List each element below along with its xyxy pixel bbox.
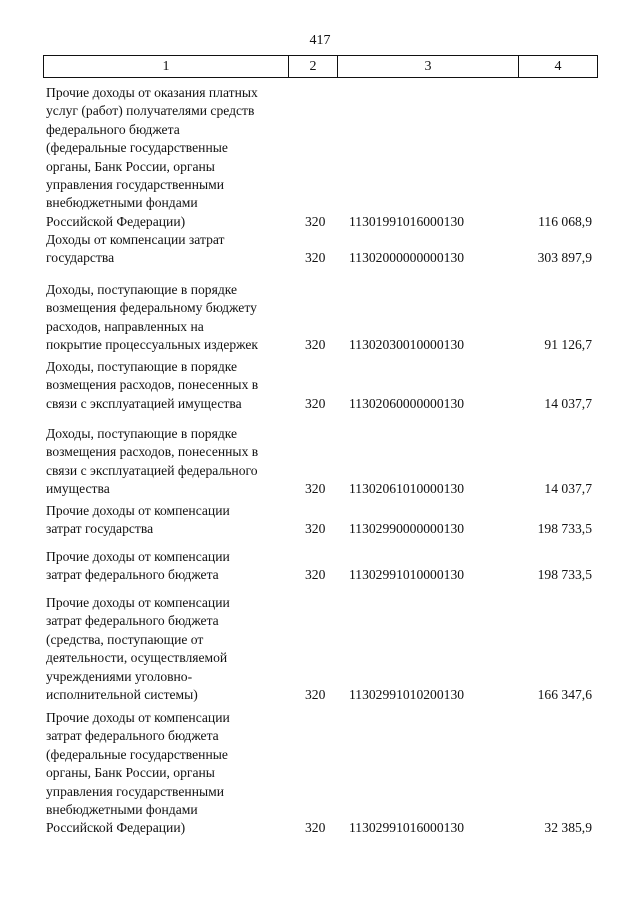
description-line: затрат федерального бюджета	[46, 567, 219, 583]
description-line: Прочие доходы от оказания платных	[46, 85, 258, 100]
description-line: (федеральные государственные	[46, 140, 228, 156]
row-description	[46, 425, 286, 499]
description-line: внебюджетными фондами	[46, 802, 198, 818]
description-line: органы, Банк России, органы	[46, 158, 215, 174]
description-line: Доходы, поступающие в порядке	[46, 359, 238, 374]
admin-code: 320	[305, 395, 326, 411]
amount-value: 166 347,6	[537, 687, 592, 702]
description-line: затрат федерального бюджета	[46, 728, 219, 744]
description-line: деятельности, осуществляемой	[46, 650, 228, 666]
row-description	[46, 358, 286, 413]
description-line: затрат государства	[46, 521, 154, 537]
amount-value: 303 897,9	[537, 250, 592, 266]
description-line: Прочие доходы от компенсации	[46, 549, 230, 564]
amount-value: 198 733,5	[537, 521, 592, 537]
description-line: возмещения федеральному бюджету	[46, 300, 257, 316]
description-line: Доходы, поступающие в порядке	[46, 426, 238, 441]
row-description	[46, 502, 286, 539]
budget-code: 11302061010000130	[349, 481, 465, 497]
budget-code: 11302991016000130	[349, 820, 465, 836]
amount-value: 14 037,7	[544, 395, 592, 411]
row-description	[46, 594, 286, 704]
admin-code: 320	[305, 337, 326, 353]
description-line: исполнительной системы)	[46, 687, 198, 703]
description-line: Российской Федерации)	[46, 820, 186, 836]
budget-code: 11302060000000130	[349, 395, 465, 411]
description-line: возмещения расходов, понесенных в	[46, 444, 259, 460]
budget-code: 11302000000000130	[349, 250, 465, 266]
description-line: (федеральные государственные	[46, 746, 228, 762]
header-col-2: 2	[289, 56, 338, 77]
amount-value: 198 733,5	[537, 567, 592, 583]
page-number: 417	[309, 33, 331, 48]
admin-code: 320	[305, 567, 326, 583]
description-line: федерального бюджета	[46, 121, 180, 137]
description-line: затрат федерального бюджета	[46, 613, 219, 629]
description-line: Доходы от компенсации затрат	[46, 232, 225, 247]
description-line: (средства, поступающие от	[46, 631, 204, 647]
description-line: возмещения расходов, понесенных в	[46, 377, 259, 393]
description-line: расходов, направленных на	[46, 318, 204, 334]
description-line: услуг (работ) получателями средств	[46, 103, 255, 119]
header-col-3: 3	[338, 56, 519, 77]
admin-code: 320	[305, 521, 326, 537]
description-line: имущества	[46, 481, 110, 497]
description-line: Прочие доходы от компенсации	[46, 503, 230, 518]
description-line: органы, Банк России, органы	[46, 765, 215, 781]
budget-code: 11302991010000130	[349, 567, 465, 583]
description-line: внебюджетными фондами	[46, 195, 198, 211]
description-line: Прочие доходы от компенсации	[46, 595, 230, 610]
budget-code: 11302991010200130	[349, 687, 465, 702]
admin-code: 320	[305, 250, 326, 266]
description-line: управления государственными	[46, 783, 224, 799]
description-line: Российской Федерации)	[46, 213, 186, 229]
description-line: управления государственными	[46, 177, 224, 193]
table-header	[43, 55, 598, 78]
description-line: покрытие процессуальных издержек	[46, 337, 259, 353]
budget-code: 11302030010000130	[349, 337, 465, 353]
row-description	[46, 231, 286, 268]
description-line: государства	[46, 250, 115, 266]
header-col-4: 4	[554, 58, 562, 74]
admin-code: 320	[305, 687, 326, 702]
description-line: связи с эксплуатацией федерального	[46, 462, 258, 478]
row-description	[46, 281, 286, 355]
admin-code: 320	[305, 213, 326, 229]
description-line: связи с эксплуатацией имущества	[46, 395, 242, 411]
admin-code: 320	[305, 820, 326, 836]
row-description	[46, 84, 286, 231]
row-description	[46, 548, 286, 585]
budget-code: 11302990000000130	[349, 521, 465, 537]
amount-value: 116 068,9	[538, 213, 592, 229]
amount-value: 32 385,9	[544, 820, 592, 836]
description-line: Доходы, поступающие в порядке	[46, 282, 238, 297]
amount-value: 91 126,7	[544, 337, 592, 353]
header-col-1: 1	[44, 56, 289, 77]
budget-code: 11301991016000130	[349, 213, 465, 229]
amount-value: 14 037,7	[544, 481, 592, 497]
row-description	[46, 709, 286, 838]
admin-code: 320	[305, 481, 326, 497]
description-line: учреждениями уголовно-	[46, 668, 193, 684]
description-line: Прочие доходы от компенсации	[46, 710, 230, 725]
